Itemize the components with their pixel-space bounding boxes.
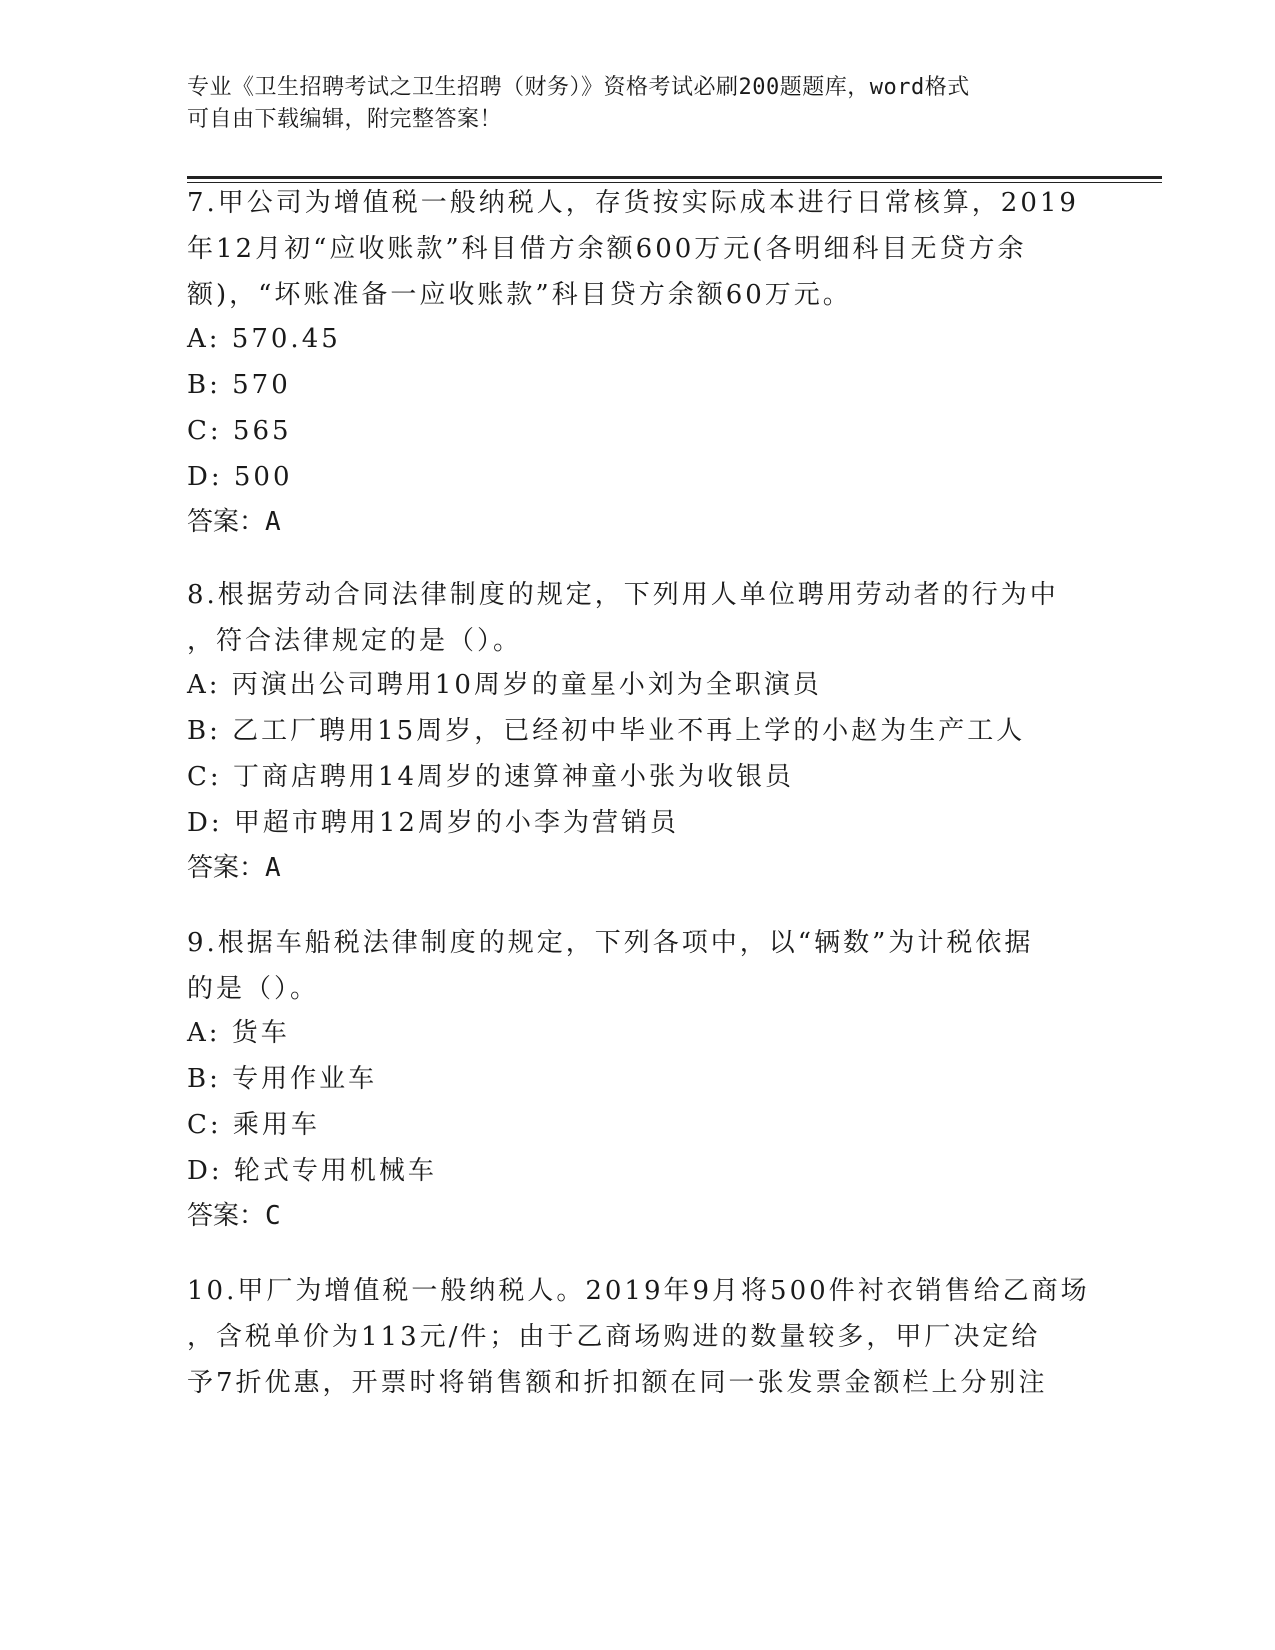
question-stem (187, 920, 1107, 1012)
stem-line: 8.根据劳动合同法律制度的规定，下列用人单位聘用劳动者的行为中 (187, 580, 1059, 610)
header-divider-thick (187, 176, 1162, 179)
option-d: D: 轮式专用机械车 (187, 1156, 437, 1186)
option-b: B: 专用作业车 (187, 1064, 378, 1094)
question-9 (187, 920, 1107, 1239)
stem-line: ，含税单价为113元/件；由于乙商场购进的数量较多，甲厂决定给 (187, 1322, 1041, 1352)
stem-line: 7.甲公司为增值税一般纳税人，存货按实际成本进行日常核算，2019 (187, 188, 1079, 218)
header-line-1: 专业《卫生招聘考试之卫生招聘（财务）》资格考试必刷200题题库，word格式 (187, 75, 970, 100)
option-c: C: 乘用车 (187, 1110, 320, 1140)
option-c: C: 565 (187, 416, 292, 446)
question-stem (187, 180, 1107, 318)
option-c: C: 丁商店聘用14周岁的速算神童小张为收银员 (187, 762, 795, 792)
stem-line: 10.甲厂为增值税一般纳税人。2019年9月将500件衬衣销售给乙商场 (187, 1276, 1090, 1306)
stem-line: 9.根据车船税法律制度的规定，下列各项中，以“辆数”为计税依据 (187, 928, 1034, 958)
question-stem (187, 572, 1107, 664)
option-b: B: 570 (187, 370, 291, 400)
stem-line: 予7折优惠，开票时将销售额和折扣额在同一张发票金额栏上分别注 (187, 1368, 1048, 1398)
option-d: D: 甲超市聘用12周岁的小李为营销员 (187, 808, 679, 838)
answer-label: 答案：A (187, 507, 281, 537)
question-stem (187, 1268, 1107, 1406)
question-7 (187, 180, 1107, 545)
document-header (187, 72, 1067, 136)
stem-line: 额)，“坏账准备一应收账款”科目贷方余额60万元。 (187, 280, 852, 310)
question-10 (187, 1268, 1107, 1406)
option-a: A: 货车 (187, 1018, 290, 1048)
option-b: B: 乙工厂聘用15周岁，已经初中毕业不再上学的小赵为生产工人 (187, 716, 1026, 746)
option-a: A: 丙演出公司聘用10周岁的童星小刘为全职演员 (187, 670, 822, 700)
stem-line: 年12月初“应收账款”科目借方余额600万元(各明细科目无贷方余 (187, 234, 1027, 264)
header-line-2: 可自由下载编辑，附完整答案！ (187, 107, 503, 132)
answer-label: 答案：A (187, 853, 281, 883)
option-d: D: 500 (187, 462, 293, 492)
stem-line: ，符合法律规定的是（）。 (187, 626, 523, 656)
stem-line: 的是（）。 (187, 974, 320, 1004)
answer-label: 答案：C (187, 1201, 281, 1231)
option-a: A: 570.45 (187, 324, 341, 354)
question-8 (187, 572, 1107, 891)
